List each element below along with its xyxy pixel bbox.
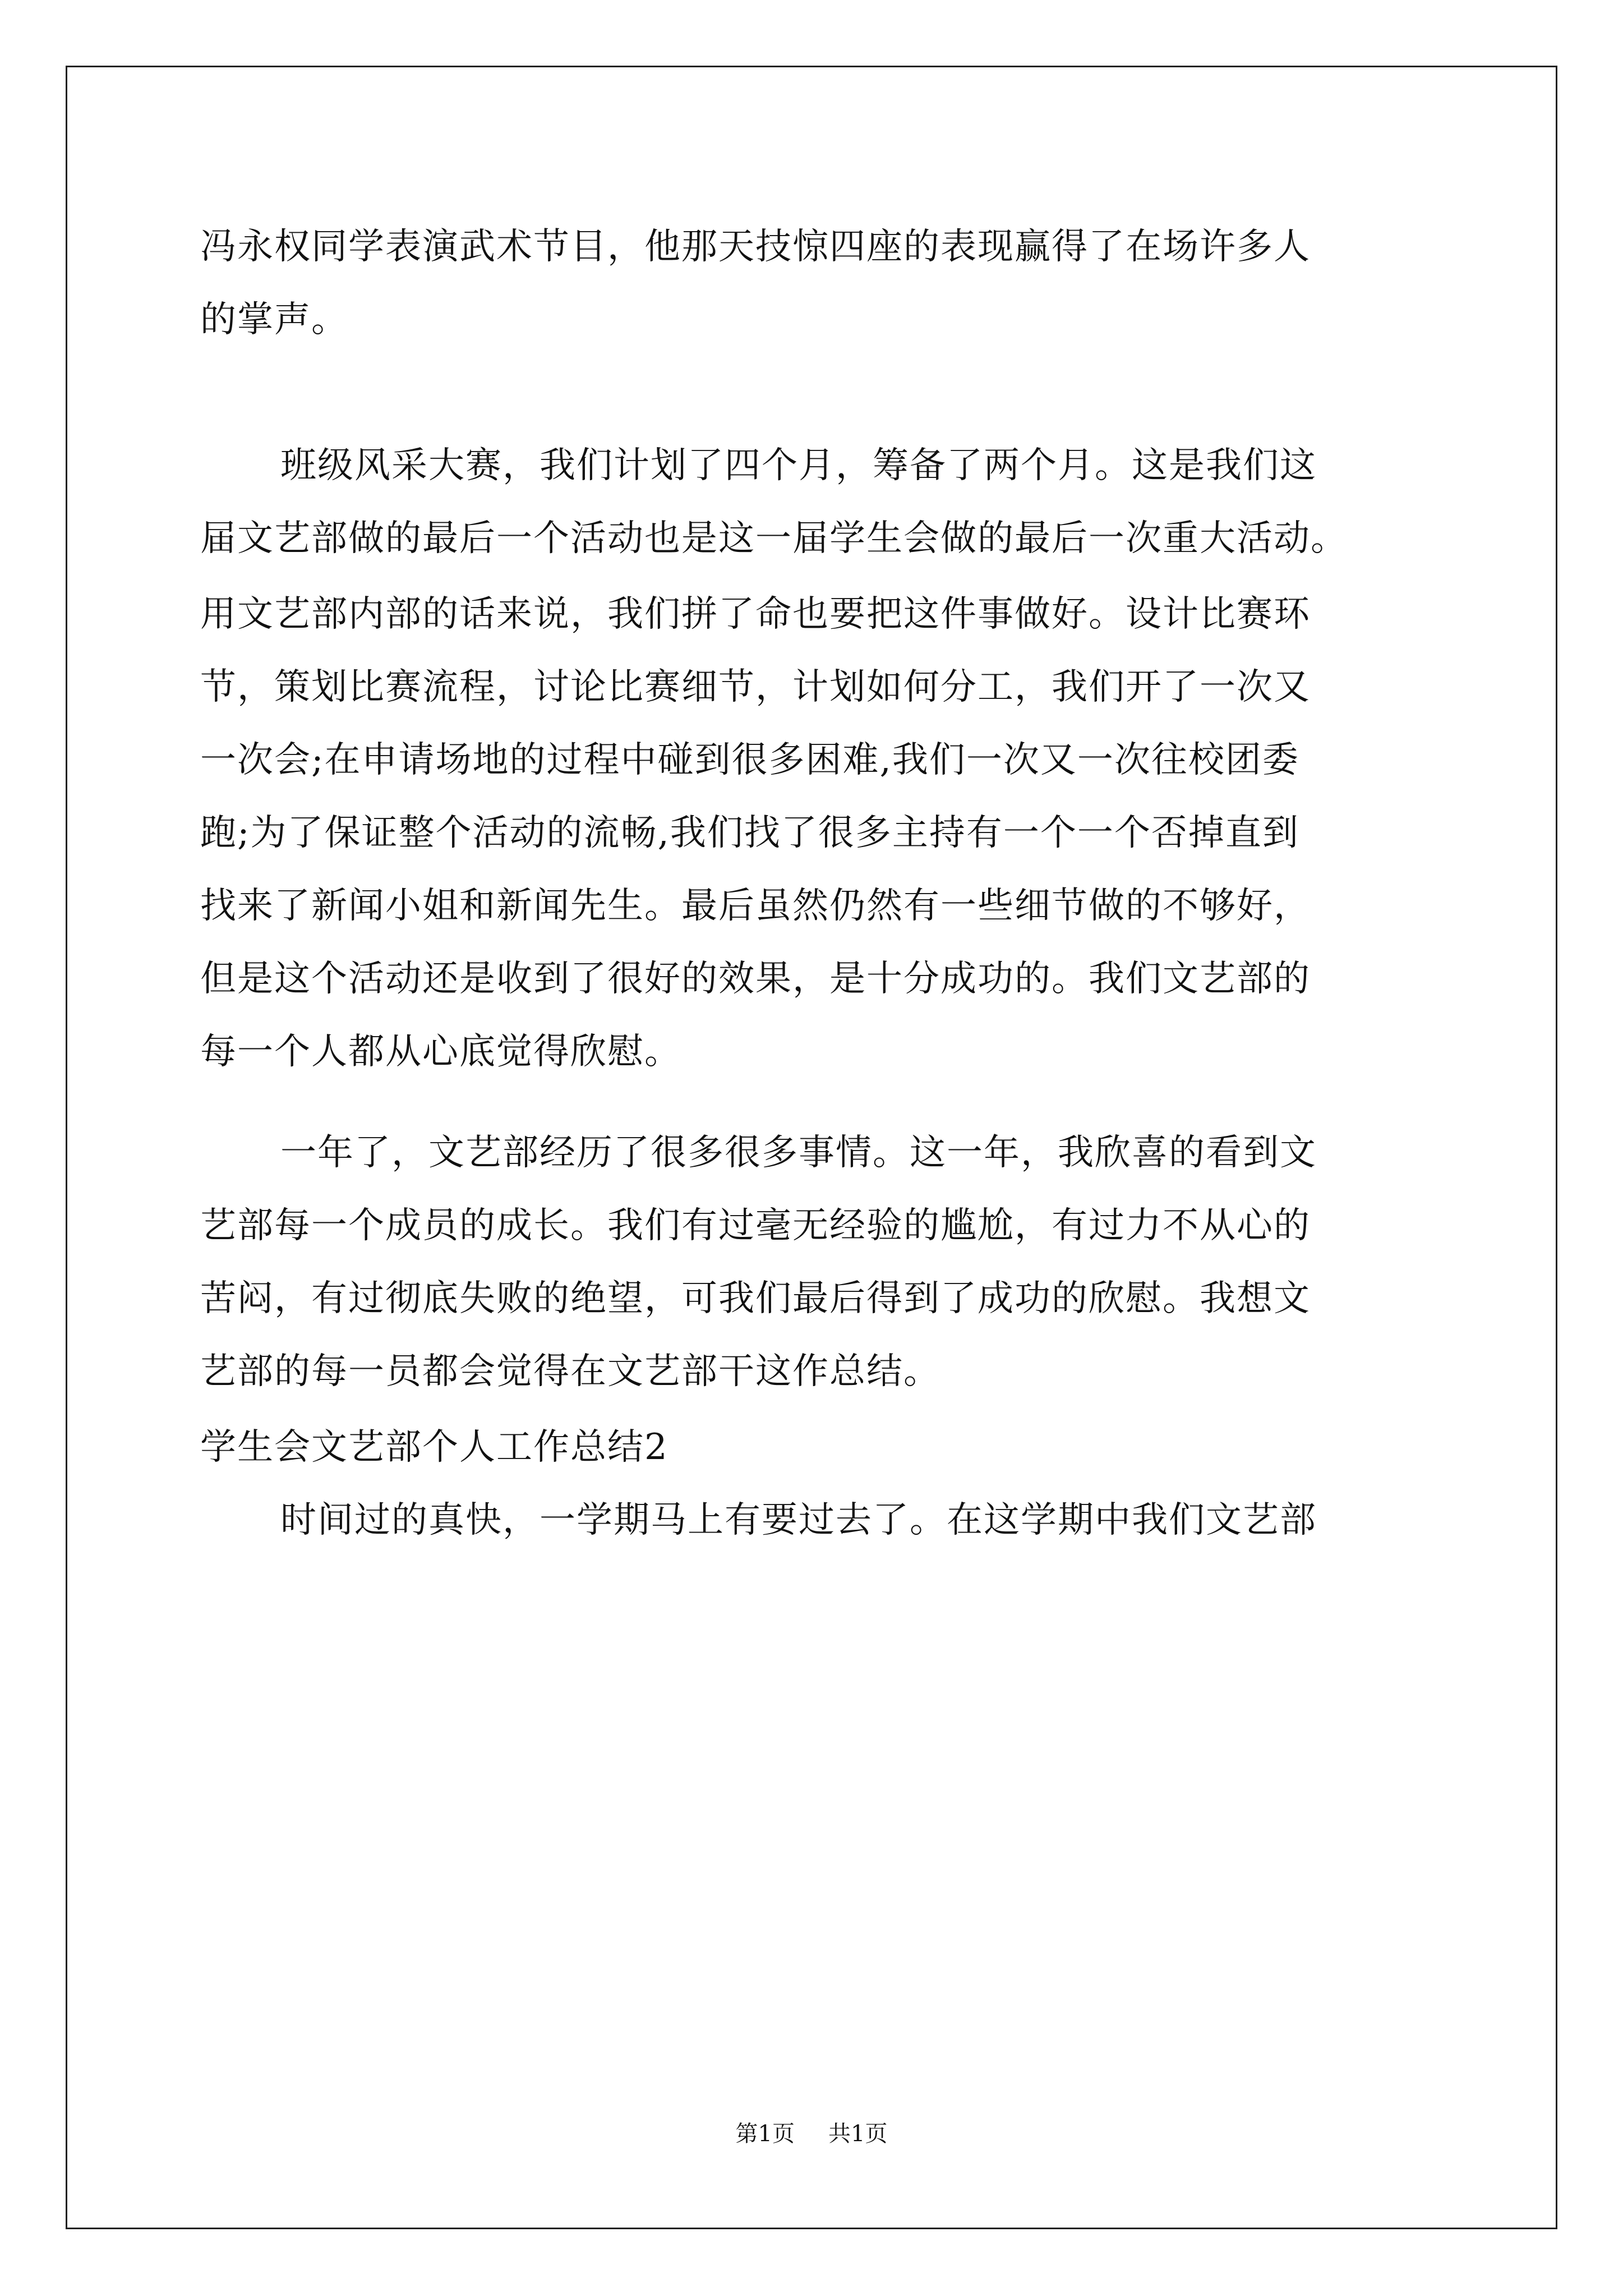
body-line-4: 届文艺部做的最后一个活动也是这一届学生会做的最后一次重大活动。 [200, 518, 1348, 559]
section-heading: 学生会文艺部个人工作总结2 [200, 1427, 668, 1468]
body-line-6: 节，策划比赛流程，讨论比赛细节，计划如何分工，我们开了一次又 [200, 666, 1311, 708]
page-number: 第1页 [735, 2121, 795, 2147]
body-line-15: 艺部的每一员都会觉得在文艺部干这作总结。 [200, 1351, 940, 1392]
body-line-8: 跑;为了保证整个活动的流畅,我们找了很多主持有一个一个否掉直到 [200, 812, 1299, 854]
body-line-13: 艺部每一个成员的成长。我们有过毫无经验的尴尬，有过力不从心的 [200, 1205, 1311, 1246]
page-footer [0, 2117, 1623, 2151]
body-line-10: 但是这个活动还是收到了很好的效果，是十分成功的。我们文艺部的 [200, 958, 1311, 1000]
paragraph-start-line: 班级风采大赛，我们计划了四个月，筹备了两个月。这是我们这 [280, 445, 1317, 486]
paragraph-start-line: 一年了，文艺部经历了很多很多事情。这一年，我欣喜的看到文 [280, 1132, 1317, 1174]
page-total: 共1页 [828, 2121, 888, 2147]
body-line-9: 找来了新闻小姐和新闻先生。最后虽然仍然有一些细节做的不够好， [200, 885, 1311, 927]
paragraph-start-line: 时间过的真快，一学期马上有要过去了。在这学期中我们文艺部 [280, 1499, 1317, 1541]
body-line-11: 每一个人都从心底觉得欣慰。 [200, 1031, 681, 1073]
body-line-5: 用文艺部内部的话来说，我们拼了命也要把这件事做好。设计比赛环 [200, 593, 1311, 635]
body-line-7: 一次会;在申请场地的过程中碰到很多困难,我们一次又一次往校团委 [200, 739, 1299, 781]
body-line-14: 苦闷，有过彻底失败的绝望，可我们最后得到了成功的欣慰。我想文 [200, 1278, 1311, 1319]
body-line-1: 冯永权同学表演武术节目，他那天技惊四座的表现赢得了在场许多人 [200, 226, 1311, 268]
body-line-2: 的掌声。 [200, 299, 348, 341]
